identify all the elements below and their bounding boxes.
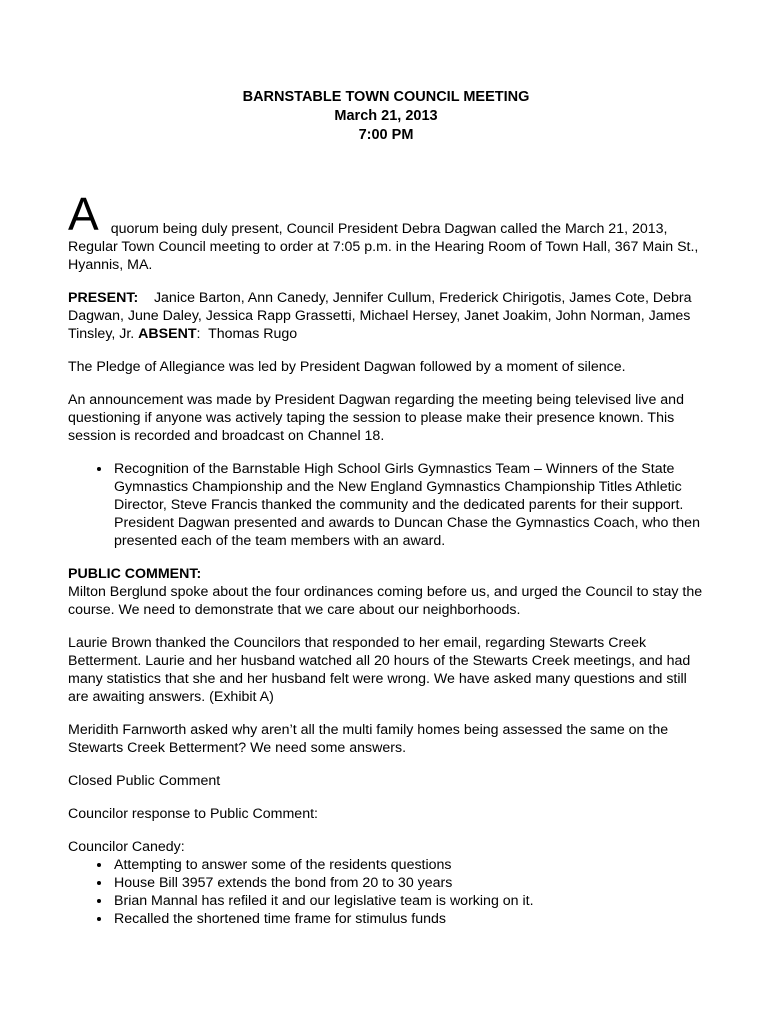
canedy-list [68,856,708,928]
intro-rest: Regular Town Council meeting to order at 7:05 p.m. in the Hearing Room of Town Hall, 367 Main St., Hyannis, MA. [68,239,699,273]
list-item: • House Bill 3957 extends the bond from 20 to 30 years [112,874,708,892]
berglund-comment: Milton Berglund spoke about the four ordinances coming before us, and urged the Council to stay the course. We need to demonstrate that we care about our neighborhoods. [68,584,703,618]
public-comment-heading: PUBLIC COMMENT: [68,566,202,582]
recognition-list [68,460,708,550]
present-label: PRESENT [68,290,134,306]
attendance-paragraph: PRESENT: Janice Barton, Ann Canedy, Jennifer Cullum, Frederick Chirigotis, James Cote, Debra Dagwan, June Daley, Jessica Rapp Grassetti, Michael Hersey, Janet Joakim, John Norman, James Tinsley, Jr. ABSENT: Thomas Rugo [68,290,692,342]
meeting-title: BARNSTABLE TOWN COUNCIL MEETING [242,89,530,105]
intro-first-line: quorum being duly present, Council President Debra Dagwan called the March 21, 2013, [110,221,668,237]
intro-paragraph [68,190,708,274]
brown-comment: Laurie Brown thanked the Councilors that responded to her email, regarding Stewarts Creek Betterment. Laurie and her husband watched all 20 hours of the Stewarts Creek meetings, and had many statistics that she and her husband felt were wrong. We have asked many questions and still are awaiting answers. (Exhibit A) [68,635,691,705]
absent-label: ABSENT [138,326,197,342]
announcement-paragraph: An announcement was made by President Dagwan regarding the meeting being televised live and questioning if anyone was actively taping the session to please make their presence known. This session is recorded and broadcast on Channel 18. [68,392,684,444]
councilor-response-heading: Councilor response to Public Comment: [68,806,318,822]
list-item: • Recognition of the Barnstable High School Girls Gymnastics Team – Winners of the State Gymnastics Championship and the New England Gymnastics Championship Titles Athletic Director, Steve Francis thanked the community and the dedicated parents for their support. President Dagwan presented and awards to Duncan Chase the Gymnastics Coach, who then presented each of the team members with an award. [112,460,708,550]
canedy-label: Councilor Canedy: [68,839,185,855]
list-item: • Brian Mannal has refiled it and our legislative team is working on it. [112,892,708,910]
present-names: Janice Barton, Ann Canedy, Jennifer Cullum, Frederick Chirigotis, James Cote, Debra Dagwan, June Daley, Jessica Rapp Grassetti, Michael Hersey, Janet Joakim, John Norman, James Tinsley, Jr. [68,290,692,342]
farnworth-comment: Meridith Farnworth asked why aren’t all the multi family homes being assessed the same on the Stewarts Creek Betterment? We need some answers. [68,722,669,756]
closed-public-comment: Closed Public Comment [68,773,221,789]
document-body [68,190,708,928]
absent-names: Thomas Rugo [208,326,298,342]
document-header [0,88,770,145]
pledge-paragraph: The Pledge of Allegiance was led by President Dagwan followed by a moment of silence. [68,359,626,375]
list-item: • Recalled the shortened time frame for stimulus funds [112,910,708,928]
meeting-date: March 21, 2013 [334,108,438,124]
meeting-time: 7:00 PM [358,127,414,143]
list-item: • Attempting to answer some of the residents questions [112,856,708,874]
drop-cap: A [68,188,99,240]
